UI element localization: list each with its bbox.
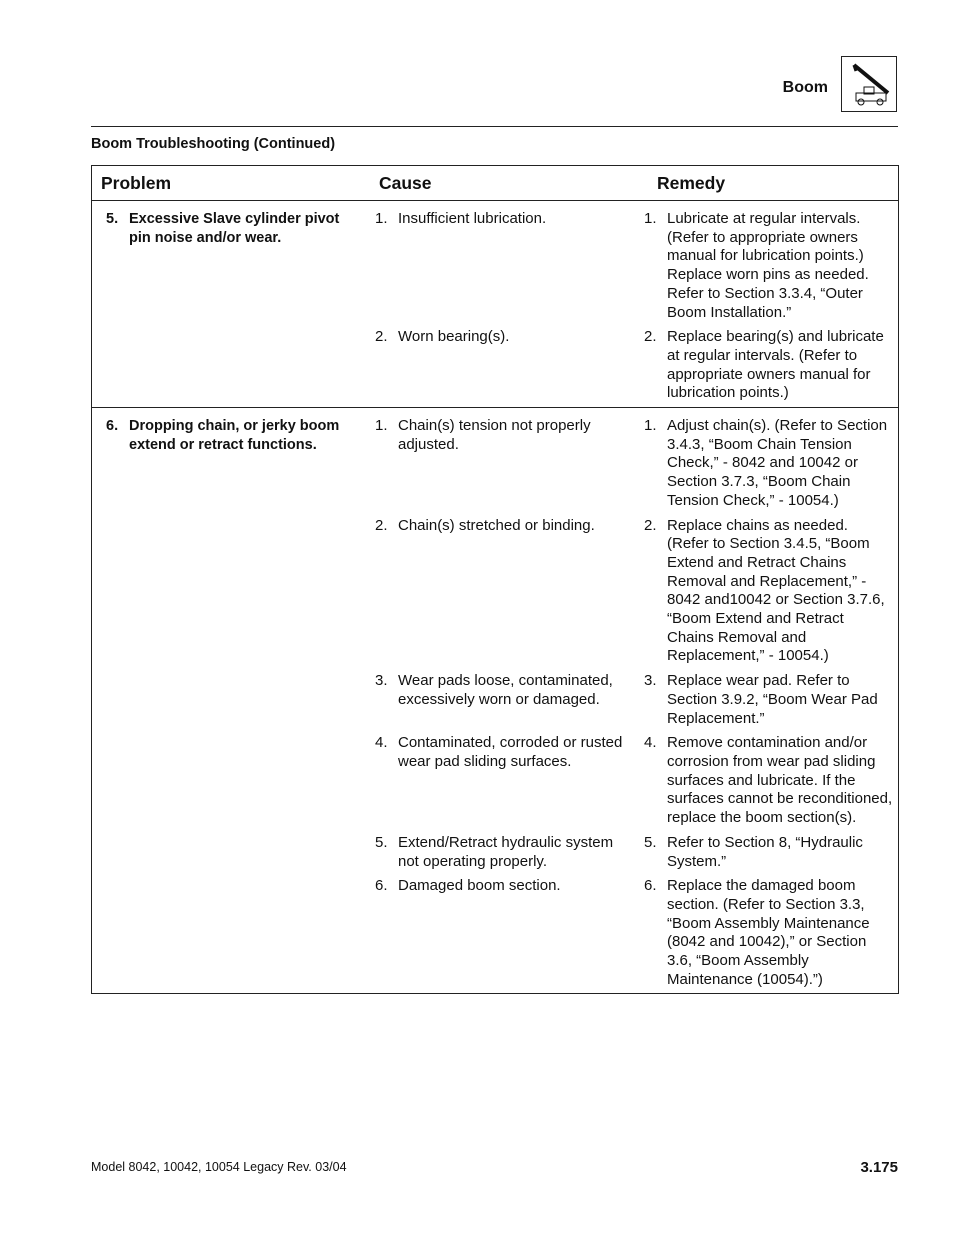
column-header-problem: Problem: [101, 172, 172, 193]
cause-number: 5.: [375, 833, 388, 851]
cause-cell: [361, 210, 630, 322]
section-label: Boom: [782, 79, 828, 96]
problem-number: 5.: [106, 211, 119, 227]
cause-text: Wear pads loose, contaminated, excessively worn or damaged.: [398, 672, 613, 708]
cause-remedy-pair: [361, 871, 898, 989]
cause-number: 2.: [375, 328, 388, 346]
cause-text: Worn bearing(s).: [398, 328, 510, 346]
header-divider: [91, 126, 898, 127]
remedy-number: 2.: [644, 328, 657, 346]
remedy-cell: [630, 328, 898, 403]
remedy-cell: [630, 734, 898, 828]
remedy-number: 3.: [644, 672, 657, 690]
remedy-cell: [630, 672, 898, 728]
table-row: [92, 408, 898, 993]
remedy-cell: [630, 517, 898, 667]
cause-cell: [361, 328, 630, 403]
remedy-cell: [630, 417, 898, 511]
cause-number: 1.: [375, 210, 388, 227]
remedy-text: Replace bearing(s) and lubricate at regular intervals. (Refer to appropriate owners manual for lubrication points.): [667, 328, 884, 402]
remedy-number: 1.: [644, 417, 657, 435]
remedy-number: 6.: [644, 877, 657, 895]
problem-text: Excessive Slave cylinder pivot pin noise and/or wear.: [129, 211, 340, 246]
cause-cell: [361, 517, 630, 667]
cause-cell: [361, 834, 630, 871]
troubleshooting-table: [91, 165, 899, 994]
remedy-text: Refer to Section 8, “Hydraulic System.”: [667, 833, 863, 870]
remedy-number: 4.: [644, 734, 657, 752]
cause-text: Damaged boom section.: [398, 877, 561, 895]
remedy-number: 5.: [644, 833, 657, 851]
page-title: Boom Troubleshooting (Continued): [91, 136, 336, 152]
cause-number: 2.: [375, 516, 388, 534]
remedy-number: 1.: [644, 210, 657, 227]
cause-remedy-pair: [361, 728, 898, 828]
cause-remedy-pair: [361, 204, 898, 322]
cause-text: Chain(s) tension not properly adjusted.: [398, 417, 591, 453]
page-number: 3.175: [860, 1159, 898, 1176]
boom-lift-icon: [841, 56, 897, 112]
cause-number: 1.: [375, 417, 388, 435]
remedy-cell: [630, 877, 898, 989]
cause-cell: [361, 877, 630, 989]
cause-remedy-pair: [361, 828, 898, 871]
remedy-cell: [630, 834, 898, 871]
remedy-text: Replace the damaged boom section. (Refer to Section 3.3, “Boom Assembly Maintenance (8042 and 10042),” or Section 3.6, “Boom Assembly Maintenance (10054).”): [667, 877, 870, 988]
cause-remedy-pair: [361, 511, 898, 667]
problem-number: 6.: [106, 418, 119, 435]
cause-remedy-pair: [361, 322, 898, 403]
problem-cell: [92, 411, 361, 989]
cause-remedy-pair: [361, 666, 898, 728]
cause-remedy-pair: [361, 411, 898, 511]
cause-number: 4.: [375, 734, 388, 752]
footer-model-revision: Model 8042, 10042, 10054 Legacy Rev. 03/04: [91, 1160, 347, 1174]
remedy-text: Replace chains as needed. (Refer to Section 3.4.5, “Boom Extend and Retract Chains Removal and Replacement,” - 8042 and10042 or Section 3.7.6, “Boom Extend and Retract Chains Removal and Replacement,” - 10054.): [667, 516, 885, 665]
remedy-text: Adjust chain(s). (Refer to Section 3.4.3, “Boom Chain Tension Check,” - 8042 and 10042 or Section 3.7.3, “Boom Chain Tension Check,” - 10054.): [667, 417, 888, 509]
remedy-text: Remove contamination and/or corrosion from wear pad sliding surfaces and lubricate. If the surfaces cannot be reconditioned, replace the boom section(s).: [667, 734, 893, 827]
problem-cell: [92, 204, 361, 403]
table-header: [92, 166, 898, 201]
cause-text: Contaminated, corroded or rusted wear pad sliding surfaces.: [398, 734, 623, 770]
remedy-text: Replace wear pad. Refer to Section 3.9.2, “Boom Wear Pad Replacement.”: [667, 672, 878, 727]
cause-cell: [361, 672, 630, 728]
cause-text: Chain(s) stretched or binding.: [398, 516, 595, 534]
column-header-remedy: Remedy: [657, 172, 726, 193]
cause-text: Extend/Retract hydraulic system not operating properly.: [398, 833, 614, 870]
cause-number: 3.: [375, 672, 388, 690]
column-header-cause: Cause: [379, 172, 432, 193]
cause-cell: [361, 734, 630, 828]
problem-text: Dropping chain, or jerky boom extend or retract functions.: [129, 418, 340, 454]
cause-number: 6.: [375, 877, 388, 895]
cause-text: Insufficient lubrication.: [398, 210, 547, 227]
table-row: [92, 201, 898, 408]
remedy-number: 2.: [644, 516, 657, 534]
cause-cell: [361, 417, 630, 511]
remedy-text: Lubricate at regular intervals. (Refer to appropriate owners manual for lubrication points.) Replace worn pins as needed. Refer to Section 3.3.4, “Outer Boom Installation.”: [667, 210, 869, 321]
remedy-cell: [630, 210, 898, 322]
